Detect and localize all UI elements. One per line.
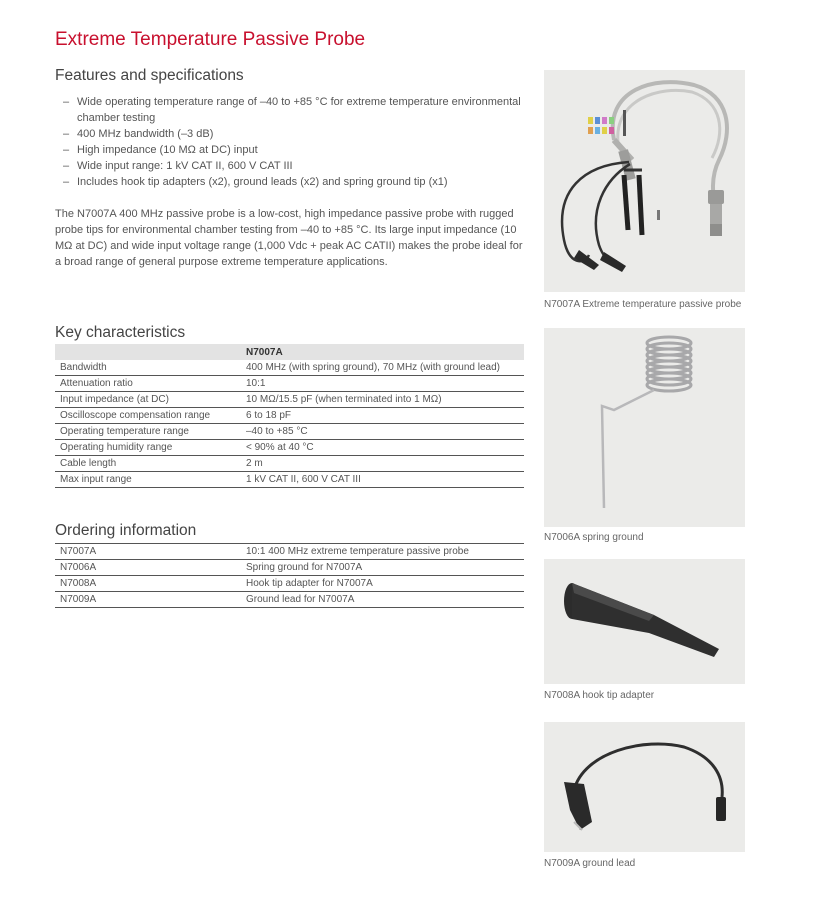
table-row [55, 424, 524, 440]
order-description: Spring ground for N7007A [241, 560, 524, 576]
lead-caption: N7009A ground lead [544, 858, 636, 869]
table-row [55, 472, 524, 488]
order-description: Hook tip adapter for N7007A [241, 576, 524, 592]
list-item: – 400 MHz bandwidth (–3 dB) [63, 126, 523, 142]
row-label: Operating temperature range [55, 424, 241, 440]
table-row [55, 456, 524, 472]
ordering-table [55, 543, 524, 608]
list-item: – Wide input range: 1 kV CAT II, 600 V CAT III [63, 158, 523, 174]
list-item: – High impedance (10 MΩ at DC) input [63, 142, 523, 158]
row-value: 400 MHz (with spring ground), 70 MHz (with ground lead) [241, 360, 524, 376]
table-row [55, 392, 524, 408]
row-label: Attenuation ratio [55, 376, 241, 392]
table-row [55, 376, 524, 392]
order-model: N7007A [55, 544, 241, 560]
row-label: Input impedance (at DC) [55, 392, 241, 408]
hook-tip-photo [544, 559, 745, 684]
table-row [55, 560, 524, 576]
table-row [55, 576, 524, 592]
table-row [55, 544, 524, 560]
table-row [55, 592, 524, 608]
row-label: Operating humidity range [55, 440, 241, 456]
spring-ground-photo [544, 328, 745, 527]
row-value: 10 MΩ/15.5 pF (when terminated into 1 MΩ) [241, 392, 524, 408]
features-heading: Features and specifications [55, 67, 244, 84]
ground-lead-photo [544, 722, 745, 852]
product-description: The N7007A 400 MHz passive probe is a low-cost, high impedance passive probe with rugged probe tips for environmental chamber testing from –40 to +85 °C. Its large input impedance (10 MΩ at DC) and wide input voltage range (1,000 Vdc + peak AC CATII) makes the probe ideal for a broad range of general purpose extreme temperature applications. [55, 208, 523, 268]
key-characteristics-table [55, 344, 524, 488]
probe-photo [544, 70, 745, 292]
passive-probe-image [544, 70, 745, 292]
table-header-empty [55, 344, 241, 360]
spring-caption: N7006A spring ground [544, 532, 644, 543]
list-item: – Wide operating temperature range of –40 to +85 °C for extreme temperature environmental chamber testing [63, 94, 523, 126]
row-label: Oscilloscope compensation range [55, 408, 241, 424]
features-list [63, 94, 523, 190]
table-row [55, 408, 524, 424]
order-model: N7006A [55, 560, 241, 576]
order-model: N7008A [55, 576, 241, 592]
row-value: 1 kV CAT II, 600 V CAT III [241, 472, 524, 488]
color-bands [588, 117, 614, 134]
row-value: 2 m [241, 456, 524, 472]
ordering-heading: Ordering information [55, 522, 197, 539]
table-row [55, 440, 524, 456]
probe-caption: N7007A Extreme temperature passive probe [544, 299, 742, 310]
row-value: 6 to 18 pF [241, 408, 524, 424]
hook-tip-image [544, 559, 745, 684]
row-label: Bandwidth [55, 360, 241, 376]
table-header-row [55, 344, 524, 360]
table-row [55, 360, 524, 376]
page-title: Extreme Temperature Passive Probe [55, 29, 366, 50]
order-model: N7009A [55, 592, 241, 608]
row-value: –40 to +85 °C [241, 424, 524, 440]
row-label: Cable length [55, 456, 241, 472]
row-value: 10:1 [241, 376, 524, 392]
row-value: < 90% at 40 °C [241, 440, 524, 456]
key-characteristics-heading: Key characteristics [55, 324, 186, 341]
ground-lead-image [544, 722, 745, 852]
order-description: 10:1 400 MHz extreme temperature passive probe [241, 544, 524, 560]
spring-ground-image [544, 328, 745, 527]
list-item: – Includes hook tip adapters (x2), ground leads (x2) and spring ground tip (x1) [63, 174, 523, 190]
hook-caption: N7008A hook tip adapter [544, 690, 655, 701]
table-header-model: N7007A [241, 344, 524, 360]
row-label: Max input range [55, 472, 241, 488]
order-description: Ground lead for N7007A [241, 592, 524, 608]
